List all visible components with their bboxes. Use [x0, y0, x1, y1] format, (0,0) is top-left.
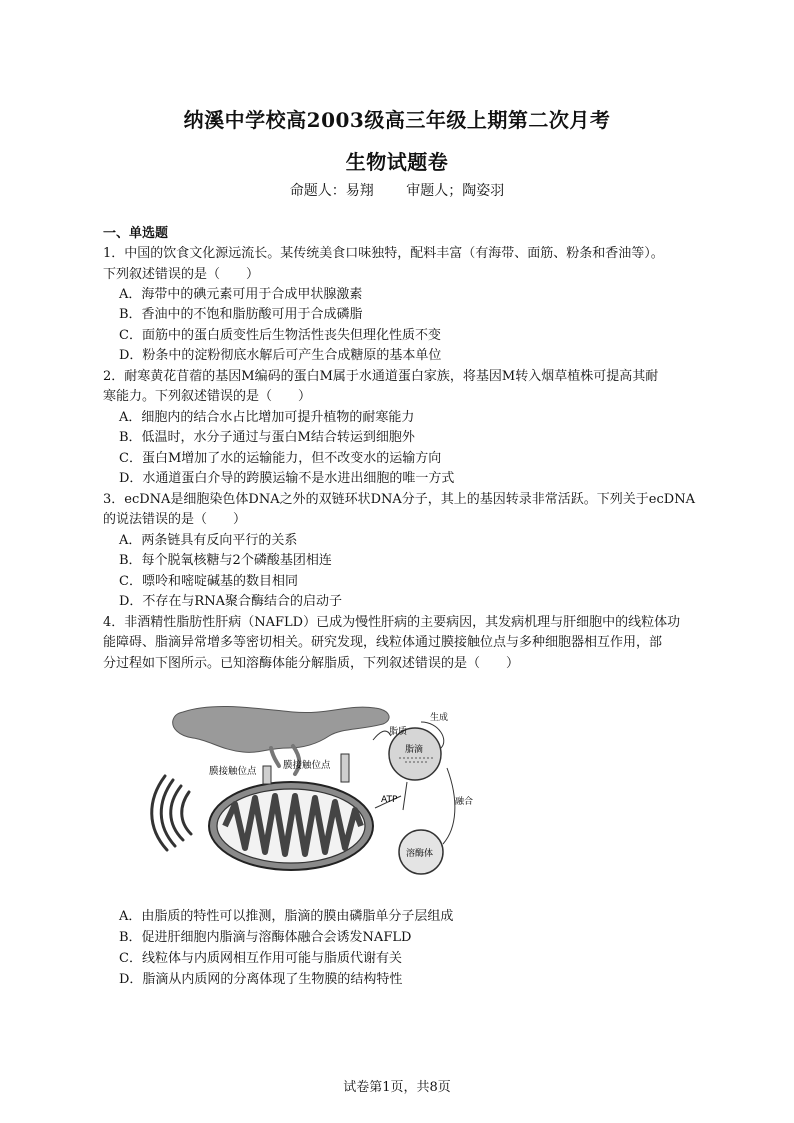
q3-option-b: B．每个脱氧核糖与2个磷酸基团相连 — [119, 553, 332, 568]
q1-option-d: D．粉条中的淀粉彻底水解后可产生合成糖原的基本单位 — [119, 348, 442, 363]
q4-option-c: C．线粒体与内质网相互作用可能与脂质代谢有关 — [119, 951, 402, 966]
q2-stem-line1: 2．耐寒黄花苜蓿的基因M编码的蛋白M属于水通道蛋白家族，将基因M转入烟草植株可提高其耐 — [103, 369, 659, 384]
q2-option-d: D．水通道蛋白介导的跨膜运输不是水进出细胞的唯一方式 — [119, 471, 455, 486]
byline — [0, 180, 794, 200]
label-contact-right: 膜接触位点 — [283, 760, 331, 771]
q3-stem-line1: 3．ecDNA是细胞染色体DNA之外的双链环状DNA分子，其上的基因转录非常活跃。下列关于ecDNA — [103, 492, 695, 507]
q2-option-c: C．蛋白M增加了水的运输能力，但不改变水的运输方向 — [119, 451, 442, 466]
q1-option-a: A．海带中的碘元素可用于合成甲状腺激素 — [119, 287, 363, 302]
q3-option-c: C．嘌呤和嘧啶碱基的数目相同 — [119, 574, 298, 589]
q1-option-b: B．香油中的不饱和脂肪酸可用于合成磷脂 — [119, 307, 363, 322]
q2-option-a: A．细胞内的结合水占比增加可提升植物的耐寒能力 — [119, 410, 415, 425]
exam-subtitle: 生物试题卷 — [345, 150, 449, 174]
author: 命题人：易翔 — [289, 183, 374, 199]
q1-stem-line1: 1．中国的饮食文化源远流长。某传统美食口味独特，配料丰富（有海带、面筋、粉条和香油等）。 — [103, 246, 664, 261]
label-generate: 生成 — [430, 713, 449, 723]
q1-option-c: C．面筋中的蛋白质变性后生物活性丧失但理化性质不变 — [119, 328, 441, 343]
exam-title: 纳溪中学校高2003级高三年级上期第二次月考 — [183, 108, 611, 132]
label-lysosome: 溶酶体 — [406, 849, 434, 859]
q2-stem-line2: 寒能力。下列叙述错误的是（ ） — [103, 389, 312, 404]
page-footer: 试卷第1页，共8页 — [343, 1080, 451, 1095]
organelle-diagram — [143, 700, 483, 884]
q4-stem-line3: 分过程如下图所示。已知溶酶体能分解脂质，下列叙述错误的是（ ） — [103, 656, 520, 671]
golgi-apparatus — [152, 776, 191, 850]
q1-stem-line2: 下列叙述错误的是（ ） — [103, 267, 260, 282]
q3-stem-line2: 的说法错误的是（ ） — [103, 512, 247, 527]
q4-stem-line1: 4．非酒精性脂肪性肝病（NAFLD）已成为慢性肝病的主要病因，其发病机理与肝细胞中的线粒体功 — [103, 615, 681, 630]
q4-option-a: A．由脂质的特性可以推测，脂滴的膜由磷脂单分子层组成 — [119, 909, 454, 924]
q4-option-b: B．促进肝细胞内脂滴与溶酶体融合会诱发NAFLD — [119, 930, 412, 945]
q4-option-d: D．脂滴从内质网的分离体现了生物膜的结构特性 — [119, 972, 403, 987]
q4-stem-line2: 能障碍、脂滴异常增多等密切相关。研究发现，线粒体通过膜接触位点与多种细胞器相互作用，部 — [103, 635, 663, 650]
q3-option-d: D．不存在与RNA聚合酶结合的启动子 — [119, 594, 342, 609]
q3-option-a: A．两条链具有反向平行的关系 — [119, 533, 298, 548]
label-atp: ATP — [381, 795, 398, 805]
label-contact-left: 膜接触位点 — [209, 766, 257, 777]
er-shape — [173, 707, 389, 753]
label-lipid: 脂质 — [389, 727, 408, 737]
q2-option-b: B．低温时，水分子通过与蛋白M结合转运到细胞外 — [119, 430, 415, 445]
label-droplet: 脂滴 — [405, 745, 424, 755]
reviewer: 审题人；陶姿羽 — [406, 183, 505, 199]
section-heading: 一、单选题 — [103, 226, 169, 241]
label-fusion: 融合 — [455, 797, 474, 807]
